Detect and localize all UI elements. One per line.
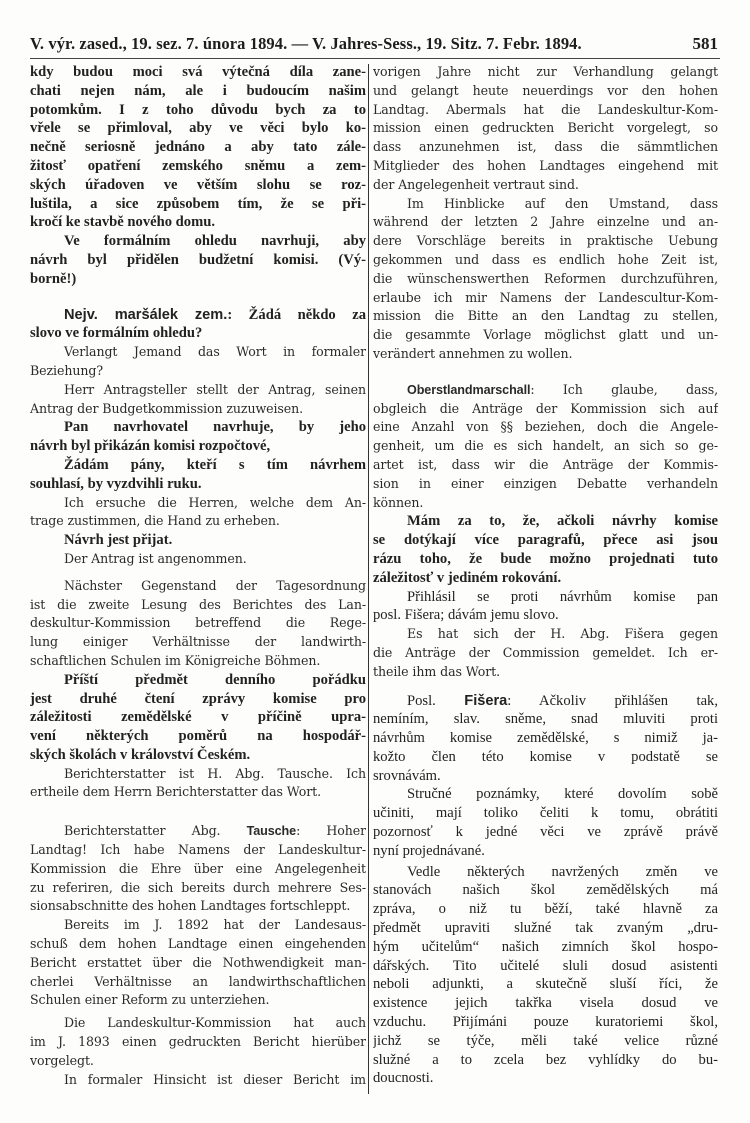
text-line: Přihlásil se proti návrhům komise pan — [407, 588, 718, 605]
text-line — [30, 822, 366, 841]
text-line: schaftlichen Schulen im Königreiche Böhmen. — [30, 652, 321, 668]
text-line: Pan navrhovatel navrhuje, by jeho — [64, 419, 366, 436]
text-line: trage zustimmen, die Hand zu erheben. — [30, 513, 280, 529]
text-line: žitosť opatření zemského sněmu a zem- — [30, 157, 366, 174]
text-line: Žádám pány, kteří s tím návrhem — [64, 456, 366, 473]
text-line: jichž se týče, měli také velice různé — [373, 1032, 718, 1049]
text-line: zu referiren, die sich bereits durch mehrere Ses- — [30, 879, 366, 895]
text-line: Schulen einer Reform zu unterziehen. — [30, 992, 270, 1008]
text-line: doucnosti. — [373, 1070, 434, 1087]
text-line: und gelangt heute neuerdings vor den hohen — [373, 82, 718, 98]
text-line: Bereits im J. 1892 hat der Landesaus- — [64, 917, 366, 933]
text-line: dářských. Tito učitelé sluli dosud asistenti — [373, 957, 718, 974]
paragraph — [30, 531, 366, 550]
paragraph — [30, 306, 366, 344]
paragraph — [30, 1071, 366, 1090]
text-line: záležitosti zemědělské v příčině upra- — [30, 709, 366, 726]
text-line: Berichterstatter ist H. Abg. Tausche. Ich — [64, 765, 366, 781]
text-line: nyní projednávané. — [373, 842, 485, 859]
text-line: posl. Fišera; dávám jemu slovo. — [373, 607, 559, 624]
line-text: : Žádá někdo za — [227, 306, 366, 323]
paragraph — [30, 916, 366, 1010]
text-line: stanovách našich škol zemědělských má — [373, 882, 718, 899]
text-line: Ich ersuche die Herren, welche dem An- — [64, 494, 366, 510]
paragraph — [30, 1014, 366, 1070]
text-line — [30, 306, 366, 325]
speaker-name: Nejv. maršálek zem. — [64, 306, 228, 323]
paragraph — [373, 785, 718, 860]
text-line: Ve formálním ohledu navrhuji, aby — [64, 233, 366, 250]
text-line: ist die zweite Lesung des Berichtes des Lan- — [30, 596, 366, 612]
text-line: während der letzten 2 Jahre einzelne und an- — [373, 214, 718, 230]
text-line: obgleich die Anträge der Kommission sich auf — [373, 400, 718, 416]
text-line: mission die Bitte an den Landtag zu stellen, — [373, 308, 718, 324]
text-line: návrhům komise zemědělské, s nimiž ja- — [373, 730, 718, 747]
paragraph — [30, 822, 366, 916]
line-text: Berichterstatter Abg. — [64, 823, 247, 839]
text-line: ských úřadoven ve větším slohu se roz- — [30, 176, 366, 193]
text-line: chati nejen nám, ale i budoucím našim — [30, 82, 366, 99]
text-line: können. — [373, 494, 424, 510]
text-line: Antrag der Budgetkommission zuzuweisen. — [30, 400, 304, 416]
text-line: učiniti, mají toliko čeliti k tomu, obrátiti — [373, 805, 718, 822]
text-line: kdy budou moci svá výtečná díla zane- — [30, 64, 366, 80]
text-line: Vedle některých navržených změn ve — [407, 863, 718, 880]
text-line: vzduchu. Přijímáni pouze kuratoriemi škol, — [373, 1014, 718, 1031]
page-number: 581 — [692, 34, 718, 53]
text-line: vorgelegt. — [30, 1052, 94, 1068]
text-line: služné a to zcela bez vyhlídky do bu- — [373, 1051, 718, 1068]
text-line: kročí ke stavbě nového domu. — [30, 214, 216, 231]
text-line: zpráva, o niž tu běží, také hlavně za — [373, 901, 718, 918]
text-line: Verlangt Jemand das Wort in formaler — [64, 344, 366, 360]
paragraph — [30, 343, 366, 381]
text-line — [373, 692, 718, 711]
text-line: kožto člen této komise v podstatě se — [373, 748, 718, 765]
line-text: Posl. — [407, 692, 465, 709]
paragraph — [30, 456, 366, 494]
text-line: neboli adjunkti, a skutečně sluší říci, že — [373, 976, 718, 993]
text-line: gekommen und dass es endlich hohe Zeit ist, — [373, 251, 718, 267]
paragraph — [30, 494, 366, 532]
text-line: Landtag. Abermals hat die Landeskultur-Kom- — [373, 101, 718, 117]
paragraph — [30, 577, 366, 671]
text-line: Die Landeskultur-Kommission hat auch — [64, 1015, 366, 1031]
paragraph — [30, 418, 366, 456]
right-column — [373, 63, 718, 1088]
running-header — [30, 34, 720, 59]
text-line: ertheile dem Herrn Berichterstatter das Wort. — [30, 784, 322, 800]
left-column — [30, 63, 366, 1089]
text-line: záležitosť v jediném rokování. — [373, 569, 562, 586]
text-line: Bericht erstattet über die Nothwendigkeit man- — [30, 954, 366, 970]
text-line: Nächster Gegenstand der Tagesordnung — [64, 577, 366, 593]
text-line: rázu toho, že bude možno projednati tuto — [373, 550, 718, 567]
text-line: dere Vorschläge bereits in praktische Uebung — [373, 233, 718, 249]
text-line: vorigen Jahre nicht zur Verhandlung gelangt — [373, 64, 718, 79]
text-line: nemíním, slav. sněme, snad mluviti proti — [373, 711, 718, 728]
paragraph — [373, 625, 718, 681]
paragraph — [30, 550, 366, 569]
text-line: Beziehung? — [30, 362, 103, 378]
paragraph — [30, 671, 366, 765]
text-line: nečně seriosně jednáno a aby tato zále- — [30, 139, 366, 156]
text-line: slovo ve formálním ohledu? — [30, 325, 203, 342]
text-line: im J. 1893 einen gedruckten Bericht hierüber — [30, 1034, 366, 1050]
text-line: borně!) — [30, 270, 77, 287]
text-line: souhlasí, by vyzdvihli ruku. — [30, 475, 202, 492]
speaker-name: Oberstlandmarschall — [407, 382, 531, 397]
text-line: existence jejich takřka visela dosud ve — [373, 995, 718, 1012]
text-line: pozornosť k jedné věci ve zprávě právě — [373, 824, 718, 841]
text-line: die Anträge der Commission gemeldet. Ich er- — [373, 644, 718, 660]
text-line: erlaube ich mir Namens der Landescultur-Kom- — [373, 289, 718, 305]
text-line: die wünschenswerthen Reformen durchzuführen, — [373, 270, 718, 286]
text-line: předmět upraviti služné tak zvaným „dru- — [373, 920, 718, 937]
text-line: Herr Antragsteller stellt der Antrag, seinen — [64, 381, 366, 397]
text-line: návrh byl přikázán komisi rozpočtové, — [30, 438, 271, 455]
text-line: schuß dem hohen Landtage einen eingehenden — [30, 936, 366, 952]
running-title: V. výr. zased., 19. sez. 7. února 1894. — V. Jahres-Sess., 19. Sitz. 7. Febr. 1894. — [30, 34, 582, 53]
text-line: potomkům. I z toho důvodu bych za to — [30, 101, 366, 118]
text-line: ských školách v království Českém. — [30, 746, 251, 763]
text-line: Der Antrag ist angenommen. — [64, 550, 247, 566]
text-line: artet ist, dass wir die Anträge der Kommis- — [373, 456, 718, 472]
text-line: eine Anzahl von §§ beziehen, doch die Angele- — [373, 419, 718, 435]
line-text: : Ačkoliv přihlášen tak, — [507, 692, 718, 709]
paragraph — [373, 381, 718, 513]
text-line: se dotýkají více paragrafů, přece asi jsou — [373, 532, 718, 549]
paragraph — [373, 195, 718, 364]
text-line: vřele se přimloval, aby ve věci bylo ko- — [30, 120, 366, 137]
paragraph — [30, 381, 366, 419]
text-line: Landtag! Ich habe Namens der Landeskultur- — [30, 842, 366, 858]
text-line: sion in einer einzigen Debatte verhandeln — [373, 475, 718, 491]
text-line: cherlei Verhältnisse an landwirthschaftlichen — [30, 973, 366, 989]
paragraph — [30, 232, 366, 288]
text-line: der Angelegenheit vertraut sind. — [373, 176, 579, 192]
text-line — [373, 381, 718, 400]
text-line: deskultur-Kommission betreffend die Rege- — [30, 615, 366, 631]
paragraph — [373, 512, 718, 587]
column-divider — [368, 64, 369, 1094]
paragraph — [30, 63, 366, 232]
text-line: vení některých poměrů na hospodář- — [30, 728, 366, 745]
paragraph — [373, 63, 718, 195]
text-line: jest druhé čtení zprávy komise pro — [30, 690, 366, 707]
text-line: sionsabschnitte des hohen Landtages fortschleppt. — [30, 898, 351, 914]
text-line: Mitglieder des hohen Landtages eingehend mit — [373, 157, 718, 173]
text-line: dass anzunehmen ist, dass die sämmtlichen — [373, 139, 718, 155]
paragraph — [373, 692, 718, 786]
text-line: srovnávám. — [373, 767, 441, 784]
text-line: Návrh jest přijat. — [64, 532, 173, 549]
speaker-name: Tausche — [246, 824, 297, 839]
text-line: Kommission die Ehre über eine Angelegenheit — [30, 860, 366, 876]
text-line: die gesammte Vorlage möglichst glatt und un- — [373, 327, 718, 343]
line-text: : Ich glaube, dass, — [530, 381, 718, 397]
paragraph — [373, 588, 718, 626]
line-text: : Hoher — [296, 823, 366, 839]
text-line: Stručné poznámky, které dovolím sobě — [407, 786, 718, 803]
text-line: theile ihm das Wort. — [373, 663, 501, 679]
text-line: luštila, a sice způsobem tím, že se při- — [30, 195, 366, 212]
text-line: hým učitelům“ našich zimních škol hospo- — [373, 938, 718, 955]
text-line: verändert annehmen zu wollen. — [373, 345, 573, 361]
paragraph — [373, 863, 718, 1089]
text-line: lung einiger Verhältnisse der landwirth- — [30, 634, 366, 650]
text-line: mission einen gedruckten Bericht vorgelegt, so — [373, 120, 718, 136]
speaker-name: Fišera — [464, 692, 508, 709]
paragraph — [30, 765, 366, 803]
text-line: Im Hinblicke auf den Umstand, dass — [407, 195, 718, 211]
text-line: Mám za to, že, ačkoli návrhy komise — [407, 513, 718, 530]
text-line: genheit, um die es sich handelt, an sich so ge- — [373, 438, 718, 454]
text-line: Es hat sich der H. Abg. Fišera gegen — [407, 626, 718, 642]
text-line: návrh byl přidělen budžetní komisi. (Vý- — [30, 251, 366, 268]
text-line: In formaler Hinsicht ist dieser Bericht im — [64, 1071, 366, 1087]
text-line: Příští předmět denního pořádku — [64, 671, 366, 688]
